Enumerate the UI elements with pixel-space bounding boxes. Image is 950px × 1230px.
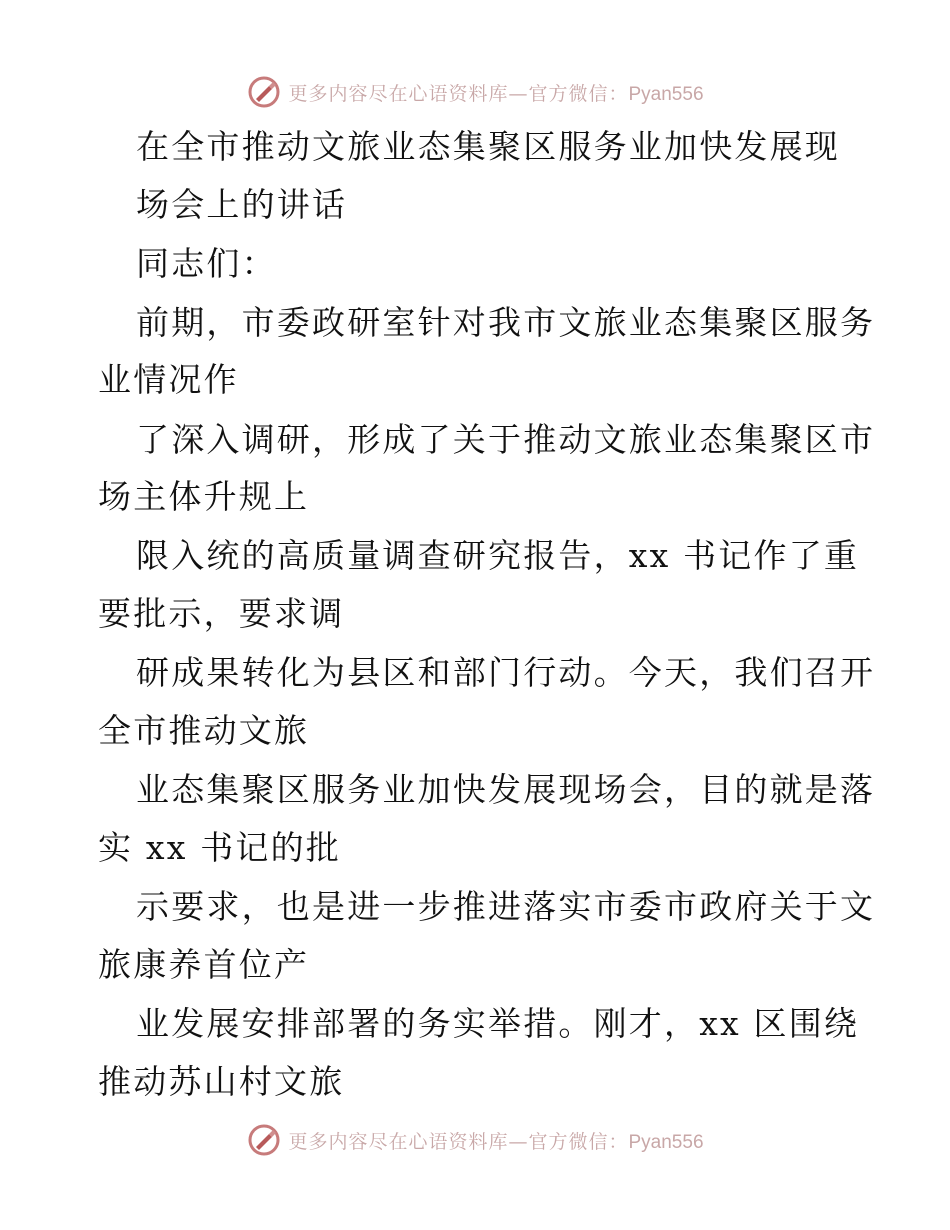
body-line: 研成果转化为县区和部门行动。今天，我们召开	[136, 653, 876, 692]
body-line: 了深入调研，形成了关于推动文旅业态集聚区市	[136, 420, 876, 459]
footer-watermark	[0, 1120, 950, 1160]
body-line: 推动苏山村文旅	[98, 1062, 345, 1101]
body-line: 要批示，要求调	[98, 594, 345, 633]
body-line: 场主体升规上	[98, 477, 310, 516]
body-line: 实 xx 书记的批	[98, 828, 342, 867]
watermark-text: 更多内容尽在心语资料库—官方微信：Pyan556	[288, 82, 704, 105]
salutation: 同志们：	[136, 244, 277, 283]
pen-logo-icon	[246, 1122, 282, 1158]
title-line-1: 在全市推动文旅业态集聚区服务业加快发展现	[136, 127, 840, 166]
header-watermark	[0, 72, 950, 112]
title-line-2: 场会上的讲话	[136, 185, 348, 224]
body-line: 业态集聚区服务业加快发展现场会，目的就是落	[136, 770, 876, 809]
body-line: 业发展安排部署的务实举措。刚才，xx 区围绕	[136, 1004, 860, 1043]
body-line: 业情况作	[98, 360, 239, 399]
pen-logo-icon	[246, 74, 282, 110]
body-line: 前期，市委政研室针对我市文旅业态集聚区服务	[136, 303, 876, 342]
watermark-text: 更多内容尽在心语资料库—官方微信：Pyan556	[288, 1130, 704, 1153]
body-line: 示要求，也是进一步推进落实市委市政府关于文	[136, 887, 876, 926]
body-line: 旅康养首位产	[98, 945, 310, 984]
body-line: 全市推动文旅	[98, 711, 310, 750]
body-line: 限入统的高质量调查研究报告，xx 书记作了重	[136, 536, 860, 575]
